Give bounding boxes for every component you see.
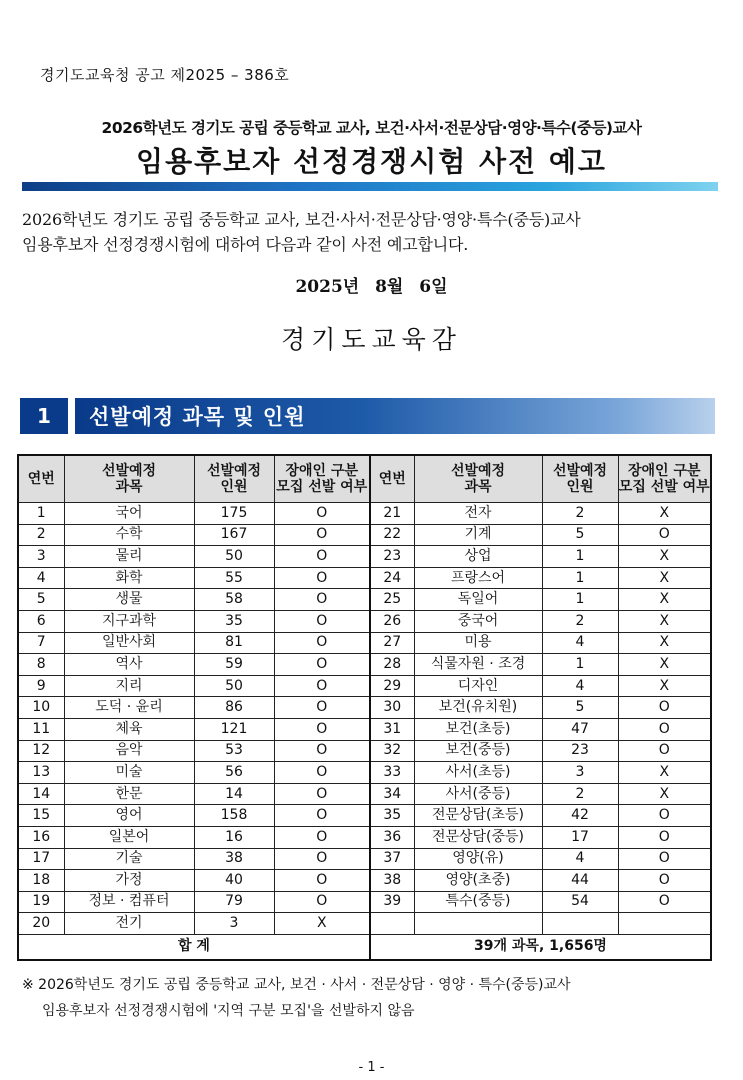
cell-subject-right: 독일어: [414, 589, 542, 611]
cell-count: 55: [194, 567, 274, 589]
cell-subject-right: 보건(중등): [414, 740, 542, 762]
header-subject-right: [414, 455, 542, 503]
cell-count: 35: [194, 610, 274, 632]
cell-count: 167: [194, 524, 274, 546]
header-count: [194, 455, 274, 503]
cell-subject-right: 전문상담(중등): [414, 826, 542, 848]
cell-no-right: 24: [370, 567, 414, 589]
cell-no-right: 29: [370, 675, 414, 697]
cell-disabled-right: X: [618, 632, 711, 654]
cell-subject-right: 사서(초등): [414, 762, 542, 784]
cell-no: 3: [18, 546, 64, 568]
cell-subject: 음악: [64, 740, 194, 762]
subject-quota-table: [17, 454, 712, 961]
section-title: 선발예정 과목 및 인원: [75, 398, 715, 434]
cell-no: 19: [18, 891, 64, 913]
cell-subject-right: 프랑스어: [414, 567, 542, 589]
table-row: [18, 718, 711, 740]
announcement-date: 2025년 8월 6일: [295, 277, 448, 297]
cell-subject-right: 상업: [414, 546, 542, 568]
table-row: [18, 913, 711, 935]
cell-count: 50: [194, 546, 274, 568]
cell-count: 14: [194, 783, 274, 805]
cell-count: 121: [194, 718, 274, 740]
cell-no-right: 25: [370, 589, 414, 611]
table-row: [18, 567, 711, 589]
cell-subject: 물리: [64, 546, 194, 568]
cell-subject-right: 보건(유치원): [414, 697, 542, 719]
cell-count-right: 1: [542, 546, 618, 568]
cell-disabled-right: O: [618, 740, 711, 762]
cell-subject: 지구과학: [64, 610, 194, 632]
table-row: [18, 870, 711, 892]
cell-no-right: 32: [370, 740, 414, 762]
cell-disabled-right: O: [618, 524, 711, 546]
cell-subject-right: 미용: [414, 632, 542, 654]
section-header: [20, 398, 715, 434]
cell-count: 175: [194, 503, 274, 525]
cell-no-right: 36: [370, 826, 414, 848]
footnote-line-2: 임용후보자 선정경쟁시험에 '지역 구분 모집'을 선발하지 않음: [42, 1003, 415, 1019]
cell-count-right: 1: [542, 654, 618, 676]
cell-no-right: 27: [370, 632, 414, 654]
cell-count-right: 2: [542, 503, 618, 525]
cell-no: 10: [18, 697, 64, 719]
cell-count: 38: [194, 848, 274, 870]
cell-disabled-right: O: [618, 891, 711, 913]
footnote-line-1: ※ 2026학년도 경기도 공립 중등학교 교사, 보건 · 사서 · 전문상담 · 영양 · 특수(중등)교사: [22, 977, 571, 993]
cell-subject: 전기: [64, 913, 194, 935]
table-row: [18, 546, 711, 568]
header-no-right: 연번: [370, 455, 414, 503]
cell-no-right: 39: [370, 891, 414, 913]
table-row: [18, 524, 711, 546]
cell-no: 17: [18, 848, 64, 870]
cell-disabled: O: [274, 546, 370, 568]
header-subject-right-text: 선발예정 과목: [450, 463, 506, 495]
cell-count: 40: [194, 870, 274, 892]
cell-count-right: 54: [542, 891, 618, 913]
cell-subject: 일반사회: [64, 632, 194, 654]
header-disabled: [274, 455, 370, 503]
cell-no: 5: [18, 589, 64, 611]
table-row: [18, 740, 711, 762]
cell-disabled-right: X: [618, 610, 711, 632]
total-value: 39개 과목, 1,656명: [370, 934, 711, 960]
cell-subject-right: 보건(초등): [414, 718, 542, 740]
cell-count: 16: [194, 826, 274, 848]
cell-count-right: 3: [542, 762, 618, 784]
notice-number: 경기도교육청 공고 제2025 – 386호: [40, 66, 290, 84]
cell-subject: 한문: [64, 783, 194, 805]
cell-count: 86: [194, 697, 274, 719]
cell-subject-right: 특수(중등): [414, 891, 542, 913]
table-row: [18, 848, 711, 870]
cell-count-right: 4: [542, 632, 618, 654]
header-count-text: 선발예정 인원: [206, 463, 262, 495]
intro-paragraph: [22, 207, 722, 257]
cell-no: 2: [18, 524, 64, 546]
cell-disabled: O: [274, 524, 370, 546]
cell-no: 1: [18, 503, 64, 525]
cell-no: 16: [18, 826, 64, 848]
cell-count: 81: [194, 632, 274, 654]
cell-no: 20: [18, 913, 64, 935]
cell-disabled: O: [274, 783, 370, 805]
cell-subject: 미술: [64, 762, 194, 784]
cell-subject: 생물: [64, 589, 194, 611]
cell-disabled: O: [274, 848, 370, 870]
table-row: [18, 632, 711, 654]
table-row: [18, 783, 711, 805]
cell-disabled: O: [274, 891, 370, 913]
title-divider: [22, 182, 718, 191]
cell-disabled-right: X: [618, 675, 711, 697]
cell-no: 11: [18, 718, 64, 740]
cell-subject-right: 영양(초중): [414, 870, 542, 892]
cell-no-right: 30: [370, 697, 414, 719]
cell-subject-right: 디자인: [414, 675, 542, 697]
header-count-right-text: 선발예정 인원: [552, 463, 608, 495]
cell-disabled: O: [274, 697, 370, 719]
table-header-row: [18, 455, 711, 503]
cell-disabled: O: [274, 503, 370, 525]
cell-disabled-right: O: [618, 697, 711, 719]
cell-disabled-right: O: [618, 718, 711, 740]
cell-count-right: 5: [542, 697, 618, 719]
cell-no-right: 26: [370, 610, 414, 632]
cell-disabled-right: X: [618, 783, 711, 805]
cell-disabled-right: X: [618, 503, 711, 525]
cell-count-right: 4: [542, 675, 618, 697]
cell-no: 6: [18, 610, 64, 632]
table-row: [18, 805, 711, 827]
cell-no: 15: [18, 805, 64, 827]
cell-count-right: 5: [542, 524, 618, 546]
cell-subject: 화학: [64, 567, 194, 589]
table-row: [18, 610, 711, 632]
cell-count-right: 47: [542, 718, 618, 740]
table-row: [18, 503, 711, 525]
cell-no: 18: [18, 870, 64, 892]
cell-no: 14: [18, 783, 64, 805]
cell-no: 12: [18, 740, 64, 762]
footnote: [22, 972, 571, 1024]
cell-no-right: 21: [370, 503, 414, 525]
cell-disabled: O: [274, 718, 370, 740]
cell-no-right: 33: [370, 762, 414, 784]
cell-subject-right: 기계: [414, 524, 542, 546]
cell-no-right: 34: [370, 783, 414, 805]
cell-disabled: O: [274, 610, 370, 632]
cell-no-right: 28: [370, 654, 414, 676]
total-row: [18, 934, 711, 960]
cell-disabled-right: O: [618, 870, 711, 892]
cell-disabled: O: [274, 740, 370, 762]
header-no: 연번: [18, 455, 64, 503]
cell-subject: 영어: [64, 805, 194, 827]
cell-subject-right: 영양(유): [414, 848, 542, 870]
cell-disabled-right: O: [618, 826, 711, 848]
intro-line-1: 2026학년도 경기도 공립 중등학교 교사, 보건·사서·전문상담·영양·특수(중등)교사: [22, 210, 581, 229]
cell-no: 9: [18, 675, 64, 697]
cell-subject: 국어: [64, 503, 194, 525]
table-row: [18, 697, 711, 719]
cell-disabled-right: X: [618, 567, 711, 589]
table-row: [18, 891, 711, 913]
header-disabled-text: 장애인 구분 모집 선발 여부: [276, 463, 368, 495]
cell-count-right: 4: [542, 848, 618, 870]
cell-disabled: O: [274, 870, 370, 892]
cell-subject-right: 사서(중등): [414, 783, 542, 805]
cell-subject: 일본어: [64, 826, 194, 848]
cell-disabled: O: [274, 589, 370, 611]
cell-no-right: 23: [370, 546, 414, 568]
cell-count-right: [542, 913, 618, 935]
cell-subject: 체육: [64, 718, 194, 740]
cell-count: 79: [194, 891, 274, 913]
cell-count-right: 17: [542, 826, 618, 848]
cell-no-right: 37: [370, 848, 414, 870]
cell-subject: 수학: [64, 524, 194, 546]
cell-no: 13: [18, 762, 64, 784]
cell-subject-right: 전문상담(초등): [414, 805, 542, 827]
cell-count-right: 1: [542, 567, 618, 589]
table-row: [18, 675, 711, 697]
cell-count-right: 2: [542, 783, 618, 805]
cell-disabled: O: [274, 654, 370, 676]
cell-disabled: O: [274, 567, 370, 589]
issuing-office: 경기도교육감: [281, 325, 462, 354]
cell-no-right: [370, 913, 414, 935]
cell-subject-right: 중국어: [414, 610, 542, 632]
cell-count: 50: [194, 675, 274, 697]
cell-disabled-right: X: [618, 546, 711, 568]
cell-no-right: 31: [370, 718, 414, 740]
cell-no: 8: [18, 654, 64, 676]
cell-disabled-right: O: [618, 848, 711, 870]
cell-count-right: 42: [542, 805, 618, 827]
cell-subject: 기술: [64, 848, 194, 870]
table-row: [18, 589, 711, 611]
cell-subject: 도덕 · 윤리: [64, 697, 194, 719]
cell-disabled: X: [274, 913, 370, 935]
cell-disabled-right: X: [618, 589, 711, 611]
cell-disabled-right: X: [618, 762, 711, 784]
cell-count-right: 1: [542, 589, 618, 611]
cell-count: 58: [194, 589, 274, 611]
cell-count-right: 2: [542, 610, 618, 632]
cell-disabled-right: X: [618, 654, 711, 676]
page-number: - 1 -: [358, 1060, 385, 1075]
cell-count: 3: [194, 913, 274, 935]
cell-no-right: 35: [370, 805, 414, 827]
document-subtitle: 2026학년도 경기도 공립 중등학교 교사, 보건·사서·전문상담·영양·특수(중등)교사: [101, 119, 642, 137]
section-number: 1: [20, 398, 68, 434]
cell-disabled: O: [274, 762, 370, 784]
total-label: 합 계: [18, 934, 370, 960]
document-title: 임용후보자 선정경쟁시험 사전 예고: [136, 145, 607, 178]
cell-subject: 가정: [64, 870, 194, 892]
header-disabled-right-text: 장애인 구분 모집 선발 여부: [618, 463, 710, 495]
table-row: [18, 654, 711, 676]
cell-count: 158: [194, 805, 274, 827]
cell-subject: 역사: [64, 654, 194, 676]
header-subject: [64, 455, 194, 503]
cell-no: 4: [18, 567, 64, 589]
cell-subject-right: 식물자원 · 조경: [414, 654, 542, 676]
cell-subject-right: [414, 913, 542, 935]
header-count-right: [542, 455, 618, 503]
header-subject-text: 선발예정 과목: [101, 463, 157, 495]
cell-disabled: O: [274, 826, 370, 848]
cell-count-right: 23: [542, 740, 618, 762]
cell-count: 56: [194, 762, 274, 784]
cell-count: 59: [194, 654, 274, 676]
cell-no: 7: [18, 632, 64, 654]
table-row: [18, 826, 711, 848]
cell-subject: 정보 · 컴퓨터: [64, 891, 194, 913]
table-row: [18, 762, 711, 784]
cell-subject: 지리: [64, 675, 194, 697]
intro-line-2: 임용후보자 선정경쟁시험에 대하여 다음과 같이 사전 예고합니다.: [22, 235, 469, 254]
cell-disabled: O: [274, 632, 370, 654]
cell-disabled: O: [274, 805, 370, 827]
cell-subject-right: 전자: [414, 503, 542, 525]
cell-no-right: 38: [370, 870, 414, 892]
cell-disabled-right: [618, 913, 711, 935]
cell-disabled: O: [274, 675, 370, 697]
cell-disabled-right: O: [618, 805, 711, 827]
cell-no-right: 22: [370, 524, 414, 546]
header-disabled-right: [618, 455, 711, 503]
cell-count-right: 44: [542, 870, 618, 892]
cell-count: 53: [194, 740, 274, 762]
